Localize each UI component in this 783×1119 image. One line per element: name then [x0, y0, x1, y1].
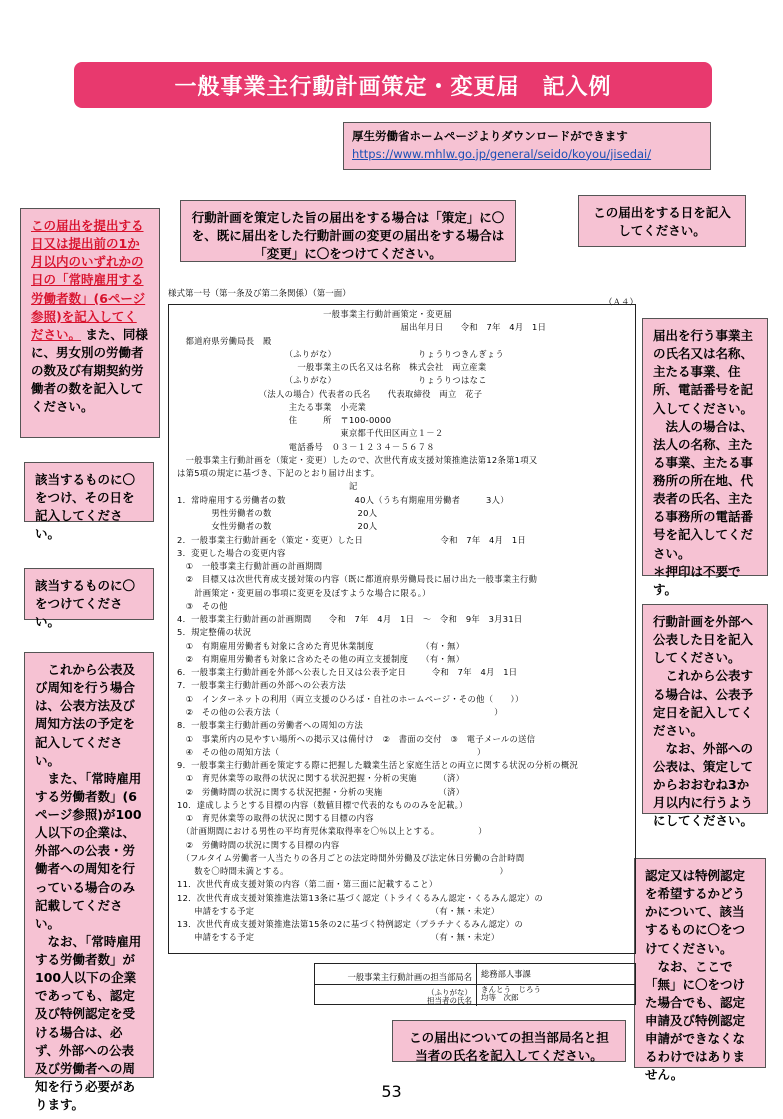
page-number: 53 [381, 1082, 402, 1101]
form-line: 記 [177, 481, 358, 492]
form-header: 様式第一号（第一条及び第二条関係）（第一面） [168, 289, 351, 299]
staff-name-value: 均等 次郎 [481, 993, 519, 1003]
form-line: （ふりがな） りょうりつはなこ [177, 375, 487, 386]
download-note [343, 122, 711, 170]
form-line: ① インターネットの利用（両立支援のひろば・自社のホームページ・その他（ ）） [177, 693, 524, 704]
form-line: ① 育児休業等の取得の状況に関する目標の内容 [177, 813, 374, 824]
page-title: 一般事業主行動計画策定・変更届 記入例 [174, 74, 612, 100]
form-line: ② その他の公表方法（ ） [177, 706, 503, 717]
form-line: 男性労働者の数 20人 [177, 507, 378, 518]
form-line: は第5項の規定に基づき、下記のとおり届け出ます。 [177, 468, 380, 479]
form-line: ② 労働時間の状況に関する目標の内容 [177, 839, 340, 850]
form-line: 主たる事業 小売業 [177, 401, 367, 412]
form-line: 1．常時雇用する労働者の数 40人（うち有期雇用労働者 3人） [177, 494, 509, 505]
callout-publish-method: これから公表及び周知を行う場合は、公表方法及び周知方法の予定を記入してください。 また、「常時雇用する労働者数」(6ページ参照)が100人以下の企業は、外部への公表・労働者への周知を行っている場合のみ記載してください。 なお、「常時雇用する労働者数」が100人以下の企業であっても、認定及び特例認定を受ける場合は、必ず、外部への公表及び労働者への周知を行う必要があります。 [24, 652, 154, 1078]
callout-certification: 認定又は特例認定を希望するかどうかについて、該当するものに〇をつけてください。 なお、ここで「無」に〇をつけた場合でも、認定申請及び特例認定申請ができなくなるわけではありません。 [634, 858, 766, 1068]
form-line: ① 事業所内の見やすい場所への掲示又は備付け ② 書面の交付 ③ 電子メールの送信 [177, 733, 536, 744]
callout-workers-text: また、同様に、男女別の労働者の数及び有期契約労働者の数を記入してください。 [31, 326, 148, 415]
staff-name-label: 担当者の氏名 [427, 995, 472, 1005]
form-line: 申請をする予定 （有・無・未定） [177, 932, 500, 943]
form-line: ② 有期雇用労働者も対象に含めたその他の両立支援制度 （有・無） [177, 653, 465, 664]
form-line: ④ その他の周知方法（ ） [177, 746, 486, 757]
form-line: 7．一般事業主行動計画の外部への公表方法 [177, 680, 346, 691]
staff-furigana-label: （ふりがな） [427, 987, 472, 997]
form-line: 12．次世代育成支援対策推進法第13条に基づく認定（トライくるみん認定・くるみん認定）の [177, 892, 543, 903]
callout-company-info: 届出を行う事業主の氏名又は名称、主たる事業、住所、電話番号を記入してください。 法人の場合は、法人の名称、主たる事業、主たる事務所の所在地、代表者の氏名、主たる事務所の電話番号を記入してください。 ＊押印は不要です。 [642, 318, 768, 576]
form-line: 申請をする予定 （有・無・未定） [177, 905, 500, 916]
form-line: ① 有期雇用労働者も対象に含めた育児休業制度 （有・無） [177, 640, 465, 651]
form-line: 一般事業主行動計画策定・変更届 [177, 309, 453, 319]
form-line: ② 目標又は次世代育成支援対策の内容（既に都道府県労働局長に届け出た一般事業主行動 [177, 574, 538, 585]
page-title-banner [74, 62, 712, 108]
form-size-label: （Ａ４） [604, 298, 639, 308]
form-line: （フルタイム労働者一人当たりの各月ごとの法定時間外労働及び法定休日労働の合計時間 [177, 852, 525, 863]
staff-dept-value: 総務部人事課 [481, 969, 531, 979]
form-line: 電話番号 ０３－１２３４－５６７８ [177, 441, 435, 452]
callout-workers-red-text: この届出を提出する日又は提出前の1か月以内のいずれかの日の「常時雇用する労働者数」(6ページ参照)を記入してください。 [31, 218, 146, 342]
staff-furigana-value: きんとう じろう [481, 985, 541, 994]
form-line: ① 育児休業等の取得の状況に関する状況把握・分析の実施 （済） [177, 773, 465, 784]
callout-publish-date: 行動計画を外部へ公表した日を記入してください。 これから公表する場合は、公表予定日を記入してください。 なお、外部への公表は、策定してからおおむね3か月以内に行うようにしてください。 [642, 604, 768, 814]
callout-workers [20, 208, 160, 438]
form-line: （法人の場合）代表者の氏名 代表取締役 両立 花子 [177, 388, 483, 399]
form-line: 9．一般事業主行動計画を策定する際に把握した職業生活と家庭生活との両立に関する状況の分析の概況 [177, 760, 579, 771]
form-line: 8．一般事業主行動計画の労働者への周知の方法 [177, 720, 364, 731]
form-line: 一般事業主行動計画を（策定・変更）したので、次世代育成支援対策推進法第12条第1項又 [177, 454, 538, 465]
form-line: ③ その他 [177, 600, 228, 611]
callout-circle-date: 該当するものに〇をつけ、その日を記入してください。 [24, 462, 154, 522]
staff-dept-label: 一般事業主行動計画の担当部局名 [315, 964, 477, 984]
download-link[interactable]: https://www.mhlw.go.jp/general/seido/koyou/jisedai/ [352, 146, 652, 161]
form-line: 都道府県労働局長 殿 [177, 335, 272, 346]
form-line: 計画策定・変更届の事項に変更を及ぼすような場合に限る。） [177, 587, 431, 598]
form-line: （ふりがな） りょうりつきんぎょう [177, 348, 504, 359]
callout-circle-only: 該当するものに〇をつけてください。 [24, 568, 154, 620]
form-line: 4．一般事業主行動計画の計画期間 令和 7年 4月 1日 ～ 令和 9年 3月31日 [177, 614, 523, 625]
form-line: 10．達成しようとする目標の内容（数値目標で代表的なもののみを記載。） [177, 799, 468, 810]
notification-form [168, 304, 636, 954]
form-line: ① 一般事業主行動計画の計画期間 [177, 561, 323, 572]
form-line: 数を〇時間未満とする。 ） [177, 866, 509, 877]
form-line: 11．次世代育成支援対策の内容（第二面・第三面に記載すること） [177, 879, 438, 890]
form-line: ② 労働時間の状況に関する状況把握・分析の実施 （済） [177, 786, 465, 797]
form-line: （計画期間における男性の平均育児休業取得率を〇％以上とする。 ） [177, 826, 487, 837]
form-line: 6．一般事業主行動計画を外部へ公表した日又は公表予定日 令和 7年 4月 1日 [177, 667, 518, 678]
form-line: 女性労働者の数 20人 [177, 521, 378, 532]
form-line: 13．次世代育成支援対策推進法第15条の2に基づく特例認定（プラチナくるみん認定）の [177, 919, 523, 930]
callout-filing-date: この届出をする日を記入してください。 [578, 195, 746, 247]
form-line: 届出年月日 令和 7年 4月 1日 [177, 322, 547, 333]
callout-plan-type: 行動計画を策定した旨の届出をする場合は「策定」に〇を、既に届出をした行動計画の変更の届出をする場合は「変更」に〇をつけてください。 [180, 200, 516, 262]
staff-table [314, 963, 636, 1005]
form-line: 東京都千代田区両立１－２ [177, 428, 444, 439]
download-text: 厚生労働省ホームページよりダウンロードができます [352, 129, 628, 143]
form-line: 一般事業主の氏名又は名称 株式会社 両立産業 [177, 362, 487, 373]
form-line: 3．変更した場合の変更内容 [177, 547, 286, 558]
form-line: 5．規定整備の状況 [177, 627, 252, 638]
form-line: 住 所 〒100-0000 [177, 415, 392, 426]
form-line: 2．一般事業主行動計画を（策定・変更）した日 令和 7年 4月 1日 [177, 534, 526, 545]
callout-contact: この届出についての担当部局名と担当者の氏名を記入してください。 [392, 1020, 626, 1062]
